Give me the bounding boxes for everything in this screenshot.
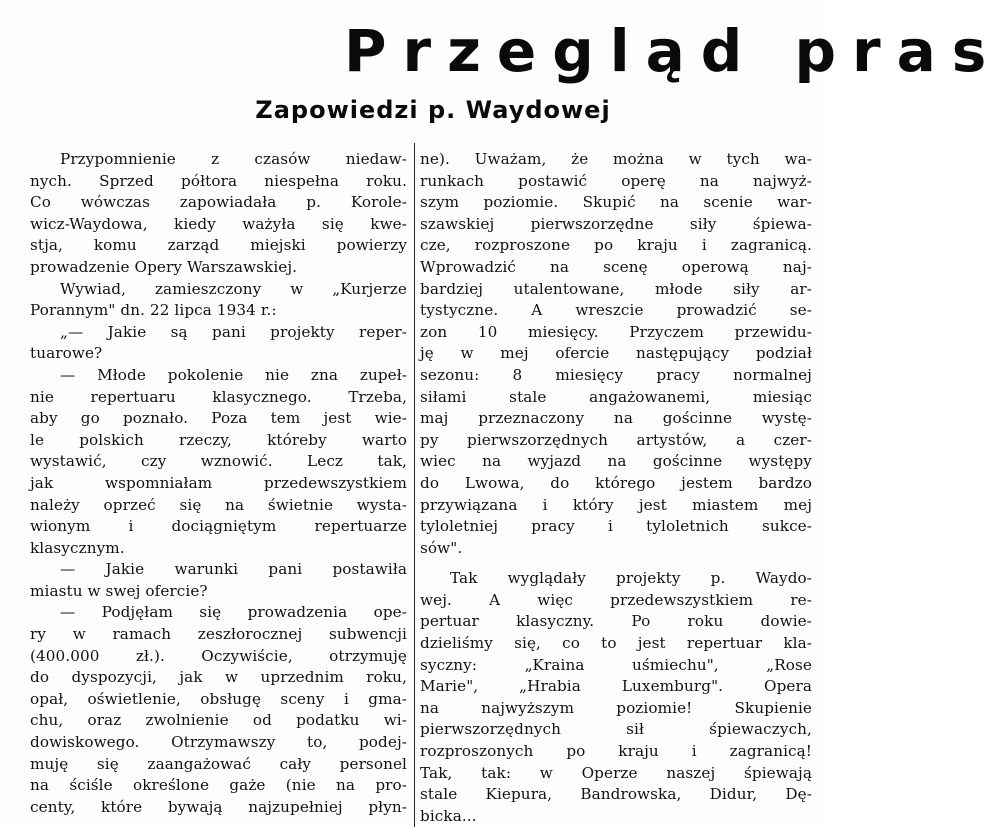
text-line: maj przeznaczony na gościnne wystę-	[420, 409, 812, 428]
text-line: zon 10 miesięcy. Przyczem przewidu-	[420, 322, 812, 341]
text-line: wystawić, czy wznowić. Lecz tak,	[30, 452, 407, 471]
text-line: Tak, tak: w Operze naszej śpiewają	[420, 763, 812, 782]
text-line: Wywiad, zamieszczony w „Kurjerze	[60, 279, 407, 298]
text-line: dowiskowego. Otrzymawszy to, podej-	[30, 733, 407, 752]
text-line: syczny: „Kraina uśmiechu", „Rose	[420, 655, 812, 674]
text-line: wicz-Waydowa, kiedy ważyła się kwe-	[30, 214, 407, 233]
text-line: szym poziomie. Skupić na scenie war-	[420, 193, 812, 212]
text-line: (400.000 zł.). Oczywiście, otrzymuję	[30, 646, 407, 665]
text-line: — Podjęłam się prowadzenia ope-	[60, 603, 407, 622]
text-line: pierwszorzędnych sił śpiewaczych,	[420, 720, 812, 739]
paragraph-gap	[420, 559, 812, 568]
text-line: należy oprzeć się na świetnie wysta-	[30, 495, 407, 514]
text-line: stale Kiepura, Bandrowska, Didur, Dę-	[420, 785, 812, 804]
text-line: dzieliśmy się, co to jest repertuar kla-	[420, 634, 812, 653]
text-line: pertuar klasyczny. Po roku dowie-	[420, 612, 812, 631]
text-line: przywiązana i który jest miastem mej	[420, 495, 812, 514]
text-line: wiec na wyjazd na gościnne występy	[420, 452, 812, 471]
text-line: chu, oraz zwolnienie od podatku wi-	[30, 711, 407, 730]
article-headline: Zapowiedzi p. Waydowej	[255, 96, 611, 124]
text-line: stja, komu zarząd miejski powierzy	[30, 236, 407, 255]
text-line: nych. Sprzed półtora niespełna roku.	[30, 171, 407, 190]
text-line: Tak wyglądały projekty p. Waydo-	[450, 569, 812, 588]
text-line: do Lwowa, do którego jestem bardzo	[420, 473, 812, 492]
text-line: Porannym" dn. 22 lipca 1934 r.:	[30, 301, 277, 320]
text-line: bicka...	[420, 806, 477, 825]
text-line: klasycznym.	[30, 538, 125, 557]
text-line: Przypomnienie z czasów niedaw-	[60, 150, 407, 168]
text-line: tystyczne. A wreszcie prowadzić se-	[420, 301, 812, 320]
text-line: do dyspozycji, jak w uprzednim roku,	[30, 668, 407, 687]
text-line: Wprowadzić na scenę operową naj-	[420, 257, 812, 276]
article-column-left	[30, 149, 407, 818]
text-line: opał, oświetlenie, obsługę sceny i gma-	[30, 689, 407, 708]
article-column-right	[420, 149, 812, 827]
text-line: szawskiej pierwszorzędne siły śpiewa-	[420, 214, 812, 233]
text-line: sezonu: 8 miesięcy pracy normalnej	[420, 365, 812, 384]
text-line: cze, rozproszone po kraju i zagranicą.	[420, 236, 812, 255]
text-line: tyloletniej pracy i tyloletnich sukce-	[420, 517, 812, 536]
text-line: wej. A więc przedewszystkiem re-	[420, 590, 812, 609]
text-line: siłami stale angażowanemi, miesiąc	[420, 387, 812, 406]
text-line: tuarowe?	[30, 344, 103, 363]
text-line: wionym i dociągniętym repertuarze	[30, 517, 407, 536]
text-line: na najwyższym poziomie! Skupienie	[420, 698, 812, 717]
text-line: bardziej utalentowane, młode siły ar-	[420, 279, 812, 298]
text-line: „— Jakie są pani projekty reper-	[60, 322, 407, 341]
text-line: ry w ramach zeszłorocznej subwencji	[30, 625, 407, 644]
column-divider	[414, 143, 415, 827]
text-line: Marie", „Hrabia Luxemburg". Opera	[420, 677, 812, 696]
text-line: na ściśle określone gaże (nie na pro-	[30, 776, 407, 795]
text-line: aby go poznało. Poza tem jest wie-	[30, 409, 407, 428]
text-line: nie repertuaru klasycznego. Trzeba,	[30, 387, 407, 406]
text-line: sów".	[420, 538, 463, 557]
text-line: ję w mej ofercie następujący podział	[420, 344, 812, 363]
text-line: prowadzenie Opery Warszawskiej.	[30, 257, 298, 276]
text-line: Co wówczas zapowiadała p. Korole-	[30, 193, 407, 212]
text-line: centy, które bywają najzupełniej płyn-	[30, 797, 407, 816]
text-line: le polskich rzeczy, któreby warto	[30, 430, 407, 449]
text-line: — Młode pokolenie nie zna zupeł-	[60, 365, 407, 384]
text-line: — Jakie warunki pani postawiła	[60, 560, 407, 579]
text-line: muję się zaangażować cały personel	[30, 754, 407, 773]
text-line: ne). Uważam, że można w tych wa-	[420, 150, 812, 168]
text-line: jak wspomniałam przedewszystkiem	[30, 473, 407, 492]
text-line: runkach postawić operę na najwyż-	[420, 171, 812, 190]
text-line: miastu w swej ofercie?	[30, 581, 208, 600]
text-line: py pierwszorzędnych artystów, a czer-	[420, 430, 812, 449]
masthead-title: Przegląd pras	[344, 17, 1002, 85]
text-line: rozproszonych po kraju i zagranicą!	[420, 742, 812, 761]
